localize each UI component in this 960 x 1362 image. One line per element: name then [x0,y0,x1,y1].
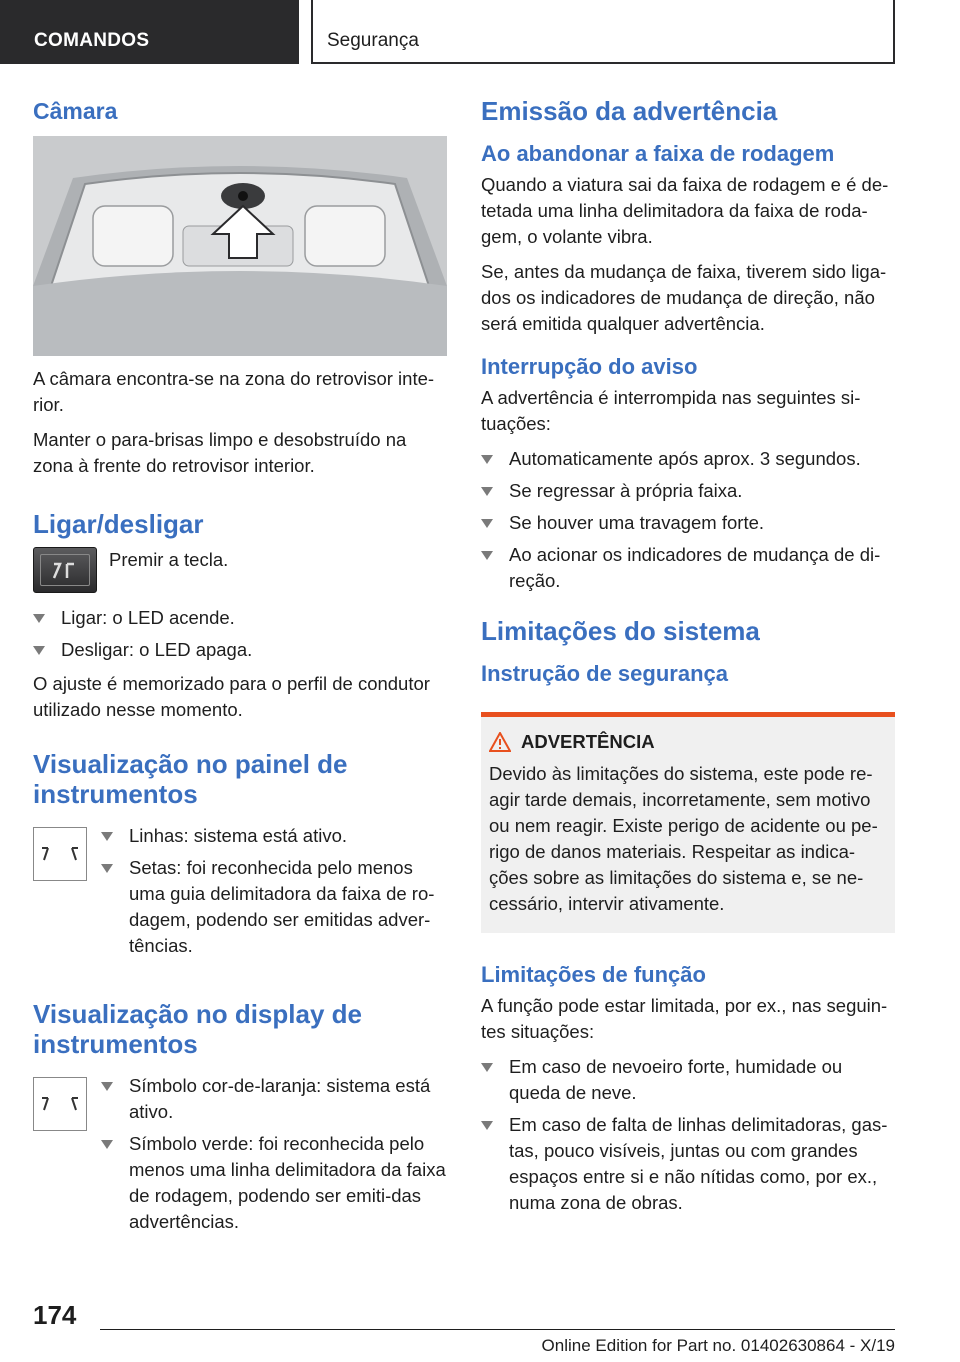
list-item: Linhas: sistema está ativo. [101,823,447,849]
warning-triangle-icon [489,732,511,752]
display-heading: Visualização no display de instrumentos [33,999,362,1059]
lane-lines-icon [33,827,87,881]
safety-heading: Instrução de segurança [481,661,728,686]
lane-symbol-icon [33,1077,87,1131]
right-column [481,96,895,1224]
list-item: Se houver uma travagem forte. [481,510,895,536]
list-item: Em caso de falta de linhas delimitadoras, gas-tas, pouco visíveis, juntas ou com grandes espaços entre si e não nítidas como, por ex., numa zona de obras. [481,1112,895,1216]
windshield-camera-photo [33,136,447,356]
warning-title: ADVERTÊNCIA [521,731,655,752]
footer-edition: Online Edition for Part no. 01402630864 - X/19 [541,1336,895,1355]
function-limits-list [481,1054,895,1216]
camera-heading: Câmara [33,98,118,124]
onoff-button-row [33,547,447,593]
onoff-list [33,605,447,663]
warning-text: Devido às limitações do sistema, este pode re-agir tarde demais, incorretamente, sem motivo ou nem reagir. Existe perigo de acidente ou pe-rigo de danos materiais. Respeitar as indica-ções sobre as limitações do sistema e, se ne-cessário, intervir ativamente. [489,763,878,914]
onoff-note: O ajuste é memorizado para o perfil de condutor utilizado nesse momento. [33,673,430,720]
warning-title-row [489,731,887,753]
onoff-press-text: Premir a tecla. [109,549,229,570]
display-list [101,1073,447,1241]
limits-heading: Limitações do sistema [481,616,760,646]
panel-heading: Visualização no painel de instrumentos [33,749,348,809]
onoff-heading: Ligar/desligar [33,509,204,539]
list-item: Se regressar à própria faixa. [481,478,895,504]
list-item: Símbolo verde: foi reconhecida pelo menos uma linha delimitadora da faixa de rodagem, podendo ser emiti-das advertências. [101,1131,447,1235]
left-column [33,96,447,1251]
leaving-text-1: Quando a viatura sai da faixa de rodagem e é de-tetada uma linha delimitadora da faixa de roda-gem, o volante vibra. [481,174,889,247]
list-item: Símbolo cor-de-laranja: sistema está ativo. [101,1073,447,1125]
interrupt-heading: Interrupção do aviso [481,354,698,379]
warning-heading: Emissão da advertência [481,96,778,126]
panel-list [101,823,447,965]
display-row [33,1073,447,1241]
lane-assist-button-icon [33,547,97,593]
leaving-heading: Ao abandonar a faixa de rodagem [481,141,835,166]
interrupt-list [481,446,895,594]
function-limits-heading: Limitações de função [481,962,706,987]
header-topic: Segurança [311,0,895,64]
list-item: Setas: foi reconhecida pelo menos uma guia delimitadora da faixa de ro-dagem, podendo ser emitidas adver-tências. [101,855,447,959]
warning-box [481,712,895,933]
page-number: 174 [33,1300,77,1330]
interrupt-text: A advertência é interrompida nas seguintes si-tuações: [481,387,861,434]
list-item: Automaticamente após aprox. 3 segundos. [481,446,895,472]
camera-clean-text: Manter o para-brisas limpo e desobstruído na zona à frente do retrovisor interior. [33,429,407,476]
list-item: Desligar: o LED apaga. [33,637,447,663]
camera-location-text: A câmara encontra-se na zona do retrovisor inte-rior. [33,368,435,415]
footer-divider [100,1329,895,1330]
header-section: COMANDOS [0,0,299,64]
list-item: Ao acionar os indicadores de mudança de di-reção. [481,542,895,594]
function-limits-text: A função pode estar limitada, por ex., nas seguin-tes situações: [481,995,888,1042]
panel-row [33,823,447,965]
leaving-text-2: Se, antes da mudança de faixa, tiverem sido liga-dos os indicadores de mudança de direção, não será emitida qualquer advertência. [481,261,887,334]
list-item: Ligar: o LED acende. [33,605,447,631]
windshield-camera-illustration [33,136,447,356]
list-item: Em caso de nevoeiro forte, humidade ou queda de neve. [481,1054,895,1106]
